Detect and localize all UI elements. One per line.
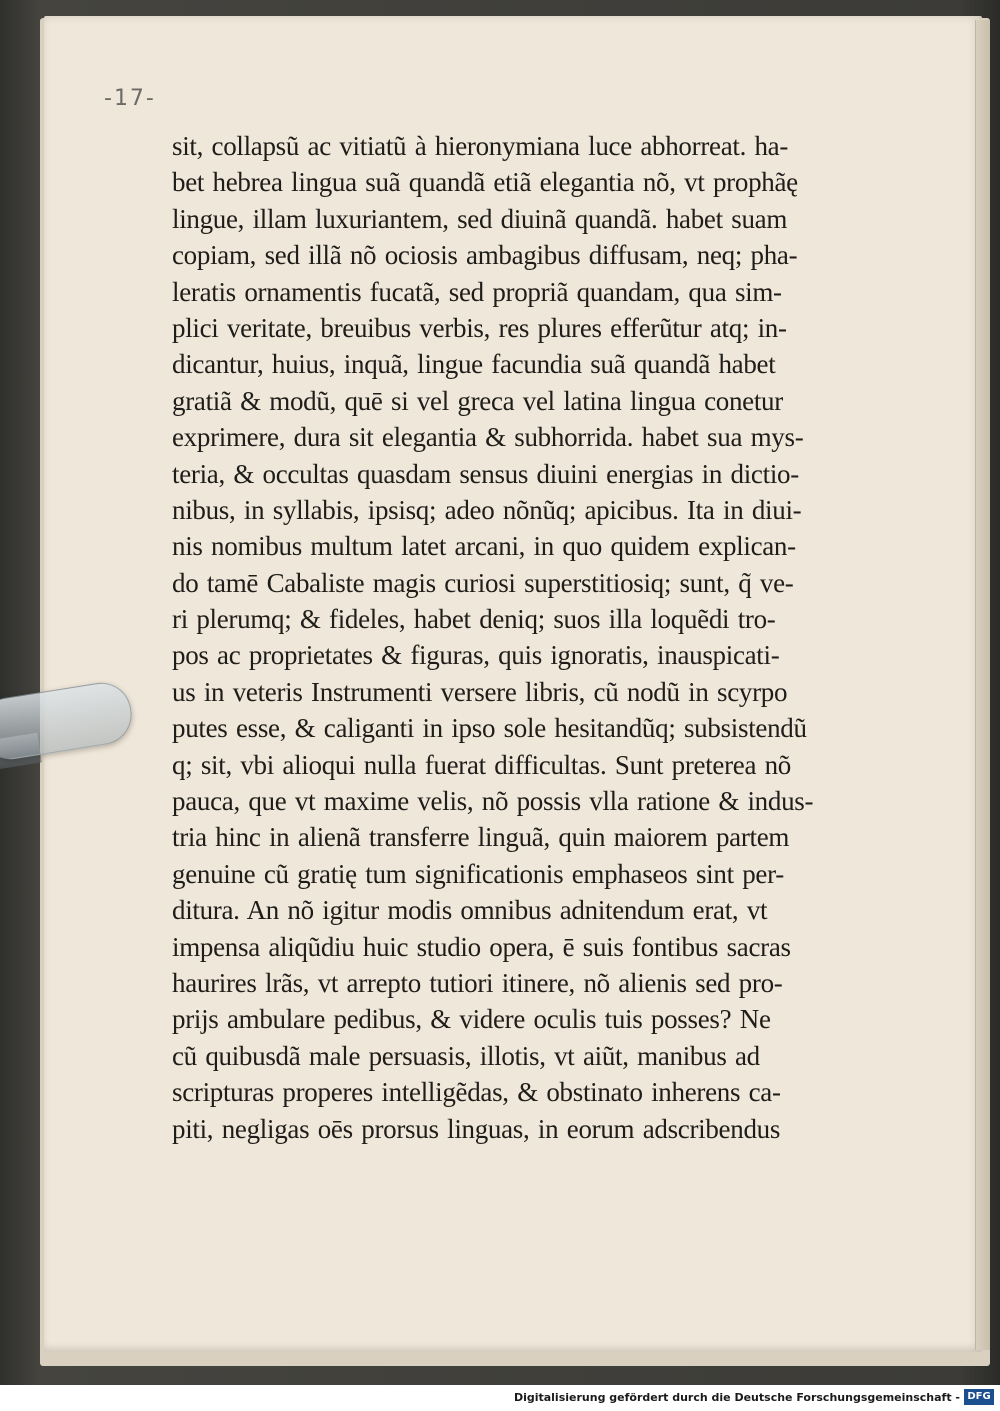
text-line: gratiã & modũ, quē si vel greca vel latina lingua conetur xyxy=(172,385,783,416)
text-line: lingue, illam luxuriantem, sed diuinã quandã. habet suam xyxy=(172,203,788,234)
text-line: pauca, que vt maxime velis, nõ possis vlla ratione & indus- xyxy=(172,786,814,817)
text-line: dicantur, huius, inquã, lingue facundia suã quandã habet xyxy=(172,349,776,380)
page-edge xyxy=(975,20,990,1350)
text-line: q; sit, vbi alioqui nulla fuerat difficultas. Sunt preterea nõ xyxy=(172,749,792,780)
text-line: putes esse, & caliganti in ipso sole hesitandũq; subsistendũ xyxy=(172,713,807,744)
text-block xyxy=(172,128,902,1147)
text-line: piti, negligas oēs prorsus linguas, in eorum adscribendus xyxy=(172,1113,781,1144)
text-line: scripturas properes intelligẽdas, & obstinato inherens ca- xyxy=(172,1077,781,1108)
funding-credit: Digitalisierung gefördert durch die Deutsche Forschungsgemeinschaft - xyxy=(513,1391,960,1404)
text-line: do tamē Cabaliste magis curiosi superstitiosiq; sunt, q̃ ve- xyxy=(172,567,794,598)
text-line: genuine cũ gratię tum significationis emphaseos sint per- xyxy=(172,858,784,889)
page-folio: -17- xyxy=(104,86,156,111)
text-line: plici veritate, breuibus verbis, res plures efferũtur atq; in- xyxy=(172,312,787,343)
text-line: prijs ambulare pedibus, & videre oculis tuis posses? Ne xyxy=(172,1004,771,1035)
text-line: leratis ornamentis fucatã, sed propriã quandam, qua sim- xyxy=(172,276,782,307)
text-line: nibus, in syllabis, ipsisq; adeo nõnũq; apicibus. Ita in diui- xyxy=(172,494,802,525)
text-line: ditura. An nõ igitur modis omnibus adnitendum erat, vt xyxy=(172,895,768,926)
text-line: us in veteris Instrumenti versere libris, cũ nodũ in scyrpo xyxy=(172,676,788,707)
text-line: impensa aliqũdiu huic studio opera, ē suis fontibus sacras xyxy=(172,931,791,962)
text-line: sit, collapsũ ac vitiatũ à hieronymiana luce abhorreat. ha- xyxy=(172,131,789,161)
text-line: teria, & occultas quasdam sensus diuini energias in dictio- xyxy=(172,458,799,489)
text-line: bet hebrea lingua suã quandã etiã elegantia nõ, vt prophãę xyxy=(172,167,798,198)
text-line: haurires lrãs, vt arrepto tutiori itinere, nõ alienis sed pro- xyxy=(172,967,783,998)
text-line: ri plerumq; & fideles, habet deniq; suos illa loquẽdi tro- xyxy=(172,604,776,635)
text-line: copiam, sed illã nõ ociosis ambagibus diffusam, neq; pha- xyxy=(172,240,798,271)
text-line: pos ac proprietates & figuras, quis ignoratis, inauspicati- xyxy=(172,640,780,671)
text-line: exprimere, dura sit elegantia & subhorrida. habet sua mys- xyxy=(172,422,804,453)
text-line: nis nomibus multum latet arcani, in quo quidem explican- xyxy=(172,531,796,562)
dfg-logo-icon: DFG xyxy=(964,1389,994,1405)
text-line: tria hinc in alienã transferre linguã, quin maiorem partem xyxy=(172,822,790,853)
text-line: cũ quibusdã male persuasis, illotis, vt aiũt, manibus ad xyxy=(172,1040,760,1071)
